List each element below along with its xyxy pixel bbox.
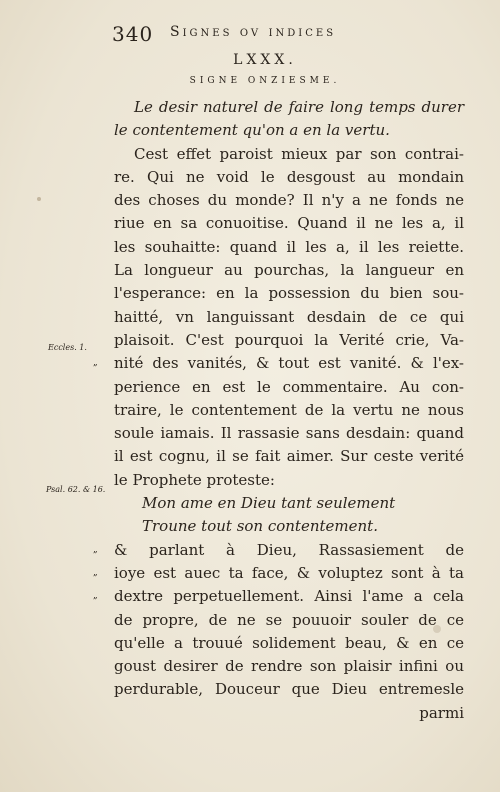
page-number: 340 [112,22,154,46]
text-line: nité des vanités, & tout est vanité. & l'ex- [114,354,464,373]
heading-line: le contentement qu'on a en la vertu. [114,121,390,140]
body-text [93,96,464,725]
quoted-line [93,562,464,585]
text-line: ioye est auec ta face, & voluptez sont à ta [114,563,464,582]
margin-note-psal: Psal. 62. & 16. [46,485,106,494]
text-line: re. Qui ne void le desgoust au mondain [114,167,464,186]
quote-mark: „ [93,544,98,555]
foxing-spot [37,197,41,201]
quote-mark: „ [93,567,98,578]
text-line: & parlant à Dieu, Rassasiement de [114,540,464,559]
quote-line: Troune tout son contentement. [142,517,378,536]
quote-mark: „ [93,358,98,369]
text-line: l'esperance: en la possession du bien sou- [114,284,464,303]
text-line: les souhaitte: quand il les a, il les reiette. [114,237,464,256]
text-line: goust desirer de rendre son plaisir infini ou [114,657,464,676]
heading-line: Le desir naturel de faire long temps durer [134,98,464,116]
text-line: riue en sa conuoitise. Quand il ne les a, il [114,214,464,233]
running-title: Signes ov indices [170,24,337,40]
text-line: qu'elle a trouué solidement beau, & en ce [114,633,464,652]
margin-note-eccles: Eccles. 1. [48,343,87,352]
section-title: SIGNE ONZIESME. [189,76,341,86]
running-head [0,22,500,46]
text-line: de propre, de ne se pouuoir souler de ce [114,610,464,629]
text-line: traire, le contentement de la vertu ne nous [114,400,464,419]
catchword: parmi [419,703,464,722]
text-line: soule iamais. Il rassasie sans desdain: quand [114,424,464,443]
text-line: perience en est le commentaire. Au con- [114,377,464,396]
text-line: plaisoit. C'est pourquoi la Verité crie, Va- [114,330,464,349]
quoted-line [93,585,464,608]
text-line: haitté, vn languissant desdain de ce qui [114,307,464,326]
text-line: dextre perpetuellement. Ainsi l'ame a cela [114,587,464,606]
text-line: La longueur au pourchas, la langueur en [114,261,464,280]
quote-mark: „ [93,591,98,602]
quote-line: Mon ame en Dieu tant seulement [142,494,396,513]
text-line: des choses du monde? Il n'y a ne fonds ne [114,191,464,210]
quoted-line [93,539,464,562]
text-line: perdurable, Douceur que Dieu entremesle [114,680,464,699]
quoted-line [93,352,464,375]
text-line: Cest effet paroist mieux par son contrai- [134,144,464,163]
text-line: le Prophete proteste: [114,470,275,489]
text-line: il est cognu, il se fait aimer. Sur ceste verité [114,447,464,466]
chapter-number: LXXX. [233,52,297,68]
